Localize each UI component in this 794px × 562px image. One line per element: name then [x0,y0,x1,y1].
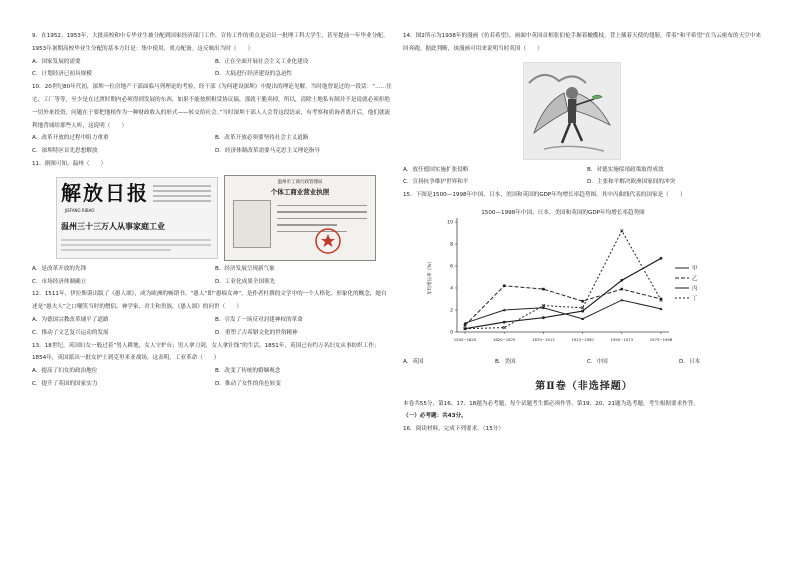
legend-label: 乙 [692,275,698,282]
newspaper-columns [153,182,211,212]
option[interactable]: A．英国 [403,358,424,365]
option[interactable]: D．日本 [679,358,701,365]
option[interactable]: A．提高了妇女的政治地位 [32,368,98,375]
data-point [542,316,545,319]
data-point [581,300,584,303]
option[interactable]: D．大陆进行经济建设的急迫性 [215,71,293,78]
option[interactable]: B．改变了传统的婚姻观念 [215,368,281,375]
option[interactable]: A．是改革开放的先锋 [32,265,87,272]
y-tick-label: 8 [450,242,453,248]
left-column [32,30,392,391]
chamberlain-cartoon-icon [524,63,620,159]
data-point [503,321,506,324]
option[interactable]: B．美国 [495,358,516,365]
subsection-title: （一）必考题：共43分。 [403,413,467,420]
option[interactable]: B．改革开放必须要坚持社会主义道路 [215,135,309,142]
legend-label: 丁 [692,295,698,302]
section-title: 第Ⅱ卷（非选择题） [535,380,633,392]
option[interactable]: D．推动了女性的角色转变 [215,380,281,387]
option[interactable]: B．对德实施绥靖政策取得成效 [587,166,664,173]
option[interactable]: D．工业化成果全国领先 [215,278,276,285]
y-tick-label: 2 [450,308,453,314]
question-13-options [32,365,392,391]
question-10-options [32,132,392,158]
cartoon-image [523,62,621,160]
legend-label: 甲 [692,265,698,272]
y-tick-label: 0 [450,330,453,336]
question-11-images [52,173,392,261]
license-image [224,175,376,261]
option[interactable]: A．为德国宗教改革铺平了道路 [32,316,109,323]
x-tick-label: 1500~1820 [453,336,477,342]
newspaper-image [56,177,218,259]
question-15-stem: 15．下图是1500—1998年中国、日本、美国和英国的GDP年均增长率趋势图。其中丙曲线代表的国家是（ ） [403,192,686,199]
series-line [465,300,661,323]
question-11-options [32,263,392,289]
x-tick-label: 1820~1870 [492,336,516,342]
section-intro: 本卷共55分，第16、17、18题为必考题，每个试题考生都必须作答。第19、20、21题为选考题，考生根据要求作答。 [403,400,699,407]
question-12-stem: 12．1511年，伊拉斯谟出版了《愚人颂》，成为欧洲的畅销书。“愚人”即“愚痴女神”，是作者杜撰的文学中的一个人格化、形象化的概念，她自述是“愚夫人”之口嘲笑当时的僧侣、神学家、君主和贵族。《愚人颂》的问世（ ） [32,291,387,311]
option[interactable]: C．中国 [587,358,608,365]
question-14-options [403,164,765,190]
option[interactable]: C．推动了文艺复兴运动的发展 [32,329,109,336]
data-point [464,324,467,327]
question-14-stem: 14．图2所示为1938年的漫画《仿若希望》，画面中英国首相张伯伦手握着橄榄枝，背上插着天使的翅膀，带着“和平希望”在乌云密布的天空中来回奔跑。据此判断，该漫画可用来说明当时英国（ ） [403,33,761,52]
option[interactable]: A．改革开放的过程中阻力重重 [32,135,109,142]
data-point [660,257,663,260]
question-9-stem: 9．在1952、1953年，大批高校和中专毕业生被分配到国家经济部门工作，宣传工作的重点是动员一批理工科大学生，甚至提前一年毕业分配。1953年暑期高校毕业生分配的基本方针是：集中使用，重点配备。这反映出当时（ ） [32,33,389,52]
x-tick-label: 1913~1950 [571,336,594,342]
newspaper-sub: JIEFANG RIBAO [65,207,95,213]
data-point [503,284,506,287]
question-16-stem: 16．阅读材料，完成下列要求。（15分） [403,426,504,433]
seal-icon [313,226,343,256]
option[interactable]: C．计划经济已初具规模 [32,71,92,78]
y-tick-label: 10 [447,220,453,226]
option[interactable]: D．重塑了古希腊文化的世俗精神 [215,329,298,336]
question-13-stem: 13．18世纪，英国妇女一般过着“男人耕地，女人守炉台；男人拿刀剑，女人拿针线”的生活。1851年，英国已有约万名妇女从事纺织工作；1854年，英国派出一批女护士到克里米亚战场。这表明，工业革命（ ） [32,342,380,362]
option[interactable]: C．提升了英国的国家实力 [32,380,98,387]
y-tick-label: 4 [450,286,453,292]
data-point [581,310,584,313]
newspaper-masthead: 解放日报 [61,180,149,205]
series-line [465,258,661,328]
newspaper-headline: 温州三十三万人从事家庭工业 [61,221,165,231]
option[interactable]: C．市场经济体制确立 [32,278,87,285]
y-axis-label: 年均增长率（%） [428,259,433,295]
series-line [465,286,661,326]
gdp-chart-svg [417,204,707,356]
option[interactable]: D．经济体制改革需要马克思主义理论指导 [215,148,320,155]
newspaper-body [61,236,211,254]
y-tick-label: 6 [450,264,453,270]
gdp-chart [417,204,707,356]
data-point [620,279,623,282]
right-column [403,30,765,436]
question-11-stem: 11．据图可知，温州（ ） [32,160,107,167]
data-point [621,288,624,291]
option[interactable]: B．正在全面开展社会主义工业化建设 [215,58,309,65]
option[interactable]: A．放任德国实施扩张侵略 [403,166,469,173]
option[interactable]: C．深圳特区首先思想解放 [32,148,98,155]
x-tick-label: 1870~1913 [532,336,555,342]
option[interactable]: C．宣扬抗争维护世界和平 [403,179,469,186]
license-photo [233,200,271,248]
question-9-options [32,56,392,82]
question-12-options [32,314,392,340]
question-10-stem: 10．20世纪80年代初，深圳一位房地产干部面临马列理论的考验，经干部《为何建设深圳》中提出的理论见解，当时他曾说过的一段话：“……住宅、工厂等等，至少是在过渡时期内必须得到发展的东西，如果不能按照租赁协议搞，那就干脆卖掉，所以，清除土地私有制并不是说就必须拒绝一切外来投资，问题在于要把地租作为一种财政收入的形式——转交给社会。”当时深圳干部人人会背这段语录，有考察和质询者离开后，他们就流利地背诵给那些人听，这说明（ ） [32,84,392,129]
x-tick-label: 1973~1998 [649,336,673,342]
option[interactable]: A．国家发展的需要 [32,58,81,65]
option[interactable]: B．引发了一场反对封建神权的革命 [215,316,303,323]
license-issuer: 温州市工商行政管理局 [277,179,323,185]
license-title: 个体工商业营业执照 [270,187,330,196]
chart-title: 1500—1998年中国、日本、美国和英国的GDP年均增长率趋势图 [481,209,645,216]
question-15-options [403,356,765,369]
x-tick-label: 1950~1973 [610,336,634,342]
legend-label: 丙 [692,285,698,292]
data-point [542,288,545,291]
option[interactable]: B．经济发展呈现新气象 [215,265,275,272]
option[interactable]: D．主张和平解决欧洲国家间的冲突 [587,179,676,186]
